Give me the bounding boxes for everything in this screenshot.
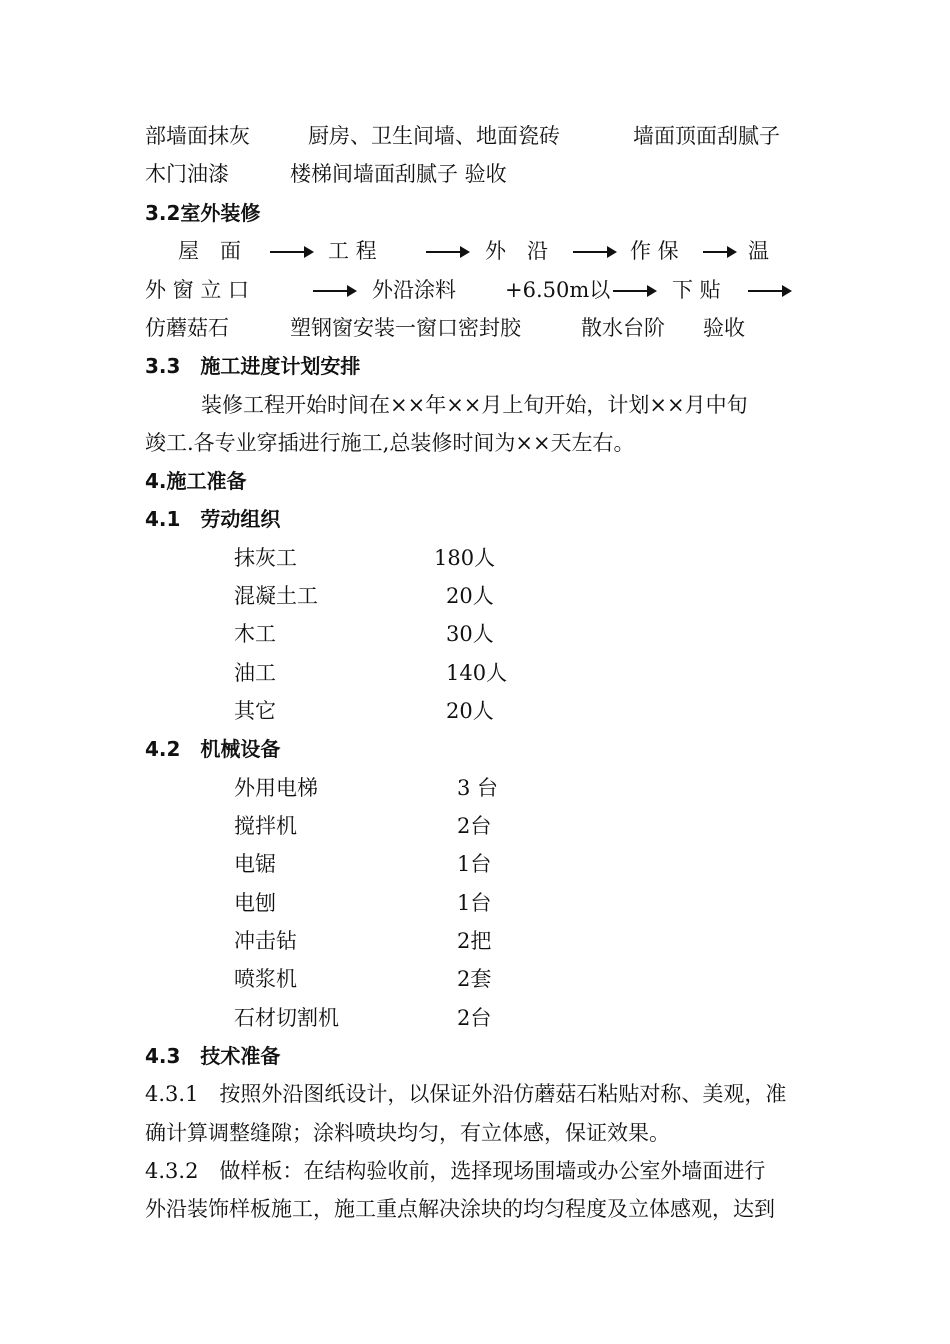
equipment-qty: 2把 [457,929,492,953]
labor-qty: 20人 [446,699,494,723]
paragraph-line: 外沿装饰样板施工，施工重点解决涂块的均匀程度及立体感观，达到 [145,1197,775,1221]
equipment-qty: 2套 [457,967,492,991]
section-heading: 3.3 施工进度计划安排 [145,354,361,378]
arrow-right-icon [748,290,790,292]
flow-step: 墙面顶面刮腻子 [633,124,780,148]
arrow-right-icon [426,251,468,253]
equipment-name: 石材切割机 [234,1006,339,1030]
flow-step: 散水台阶 [581,316,665,340]
labor-name: 抹灰工 [234,546,297,570]
labor-qty: 140人 [446,661,508,685]
equipment-name: 外用电梯 [234,776,318,800]
labor-qty: 180人 [434,546,496,570]
labor-name: 油工 [234,661,276,685]
equipment-qty: 2台 [457,1006,492,1030]
section-heading: 4.3 技术准备 [145,1044,281,1068]
equipment-qty: 1台 [457,852,492,876]
labor-name: 混凝土工 [234,584,318,608]
equipment-name: 冲击钻 [234,929,297,953]
arrow-right-icon [573,251,615,253]
paragraph-line: 装修工程开始时间在××年××月上旬开始，计划××月中旬 [201,393,748,417]
arrow-right-icon [613,290,655,292]
paragraph-line: 竣工.各专业穿插进行施工,总装修时间为××天左右。 [145,431,635,455]
flow-step: 楼梯间墙面刮腻子 验收 [290,162,507,186]
flow-step: 部墙面抹灰 [145,124,250,148]
equipment-name: 电锯 [234,852,276,876]
flow-step: 工 程 [328,239,377,263]
paragraph-line: 4.3.2 做样板：在结构验收前，选择现场围墙或办公室外墙面进行 [145,1159,766,1183]
flow-step: 屋 面 [178,239,241,263]
flow-step: +6.50m以 [505,278,611,302]
section-heading: 4.1 劳动组织 [145,507,281,531]
flow-step: 温 [748,239,769,263]
flow-step: 外 沿 [485,239,548,263]
equipment-qty: 3 台 [457,776,499,800]
equipment-name: 喷浆机 [234,967,297,991]
flow-step: 木门油漆 [145,162,229,186]
arrow-right-icon [313,290,355,292]
flow-step: 下 贴 [672,278,721,302]
section-heading: 4.2 机械设备 [145,737,281,761]
flow-step: 外 窗 立 口 [145,278,250,302]
flow-step: 厨房、卫生间墙、地面瓷砖 [308,124,560,148]
equipment-qty: 1台 [457,891,492,915]
labor-name: 木工 [234,622,276,646]
arrow-right-icon [703,251,735,253]
paragraph-line: 确计算调整缝隙；涂料喷块均匀，有立体感，保证效果。 [145,1121,670,1145]
paragraph-line: 4.3.1 按照外沿图纸设计，以保证外沿仿蘑菇石粘贴对称、美观，准 [145,1082,787,1106]
labor-name: 其它 [234,699,276,723]
section-heading: 4.施工准备 [145,469,247,493]
section-heading: 3.2室外装修 [145,201,261,225]
labor-qty: 20人 [446,584,494,608]
equipment-qty: 2台 [457,814,492,838]
flow-step: 塑钢窗安装一窗口密封胶 [290,316,521,340]
equipment-name: 电刨 [234,891,276,915]
labor-qty: 30人 [446,622,494,646]
flow-step: 验收 [703,316,745,340]
flow-step: 外沿涂料 [372,278,456,302]
equipment-name: 搅拌机 [234,814,297,838]
flow-step: 作 保 [630,239,679,263]
arrow-right-icon [270,251,312,253]
flow-step: 仿蘑菇石 [145,316,229,340]
